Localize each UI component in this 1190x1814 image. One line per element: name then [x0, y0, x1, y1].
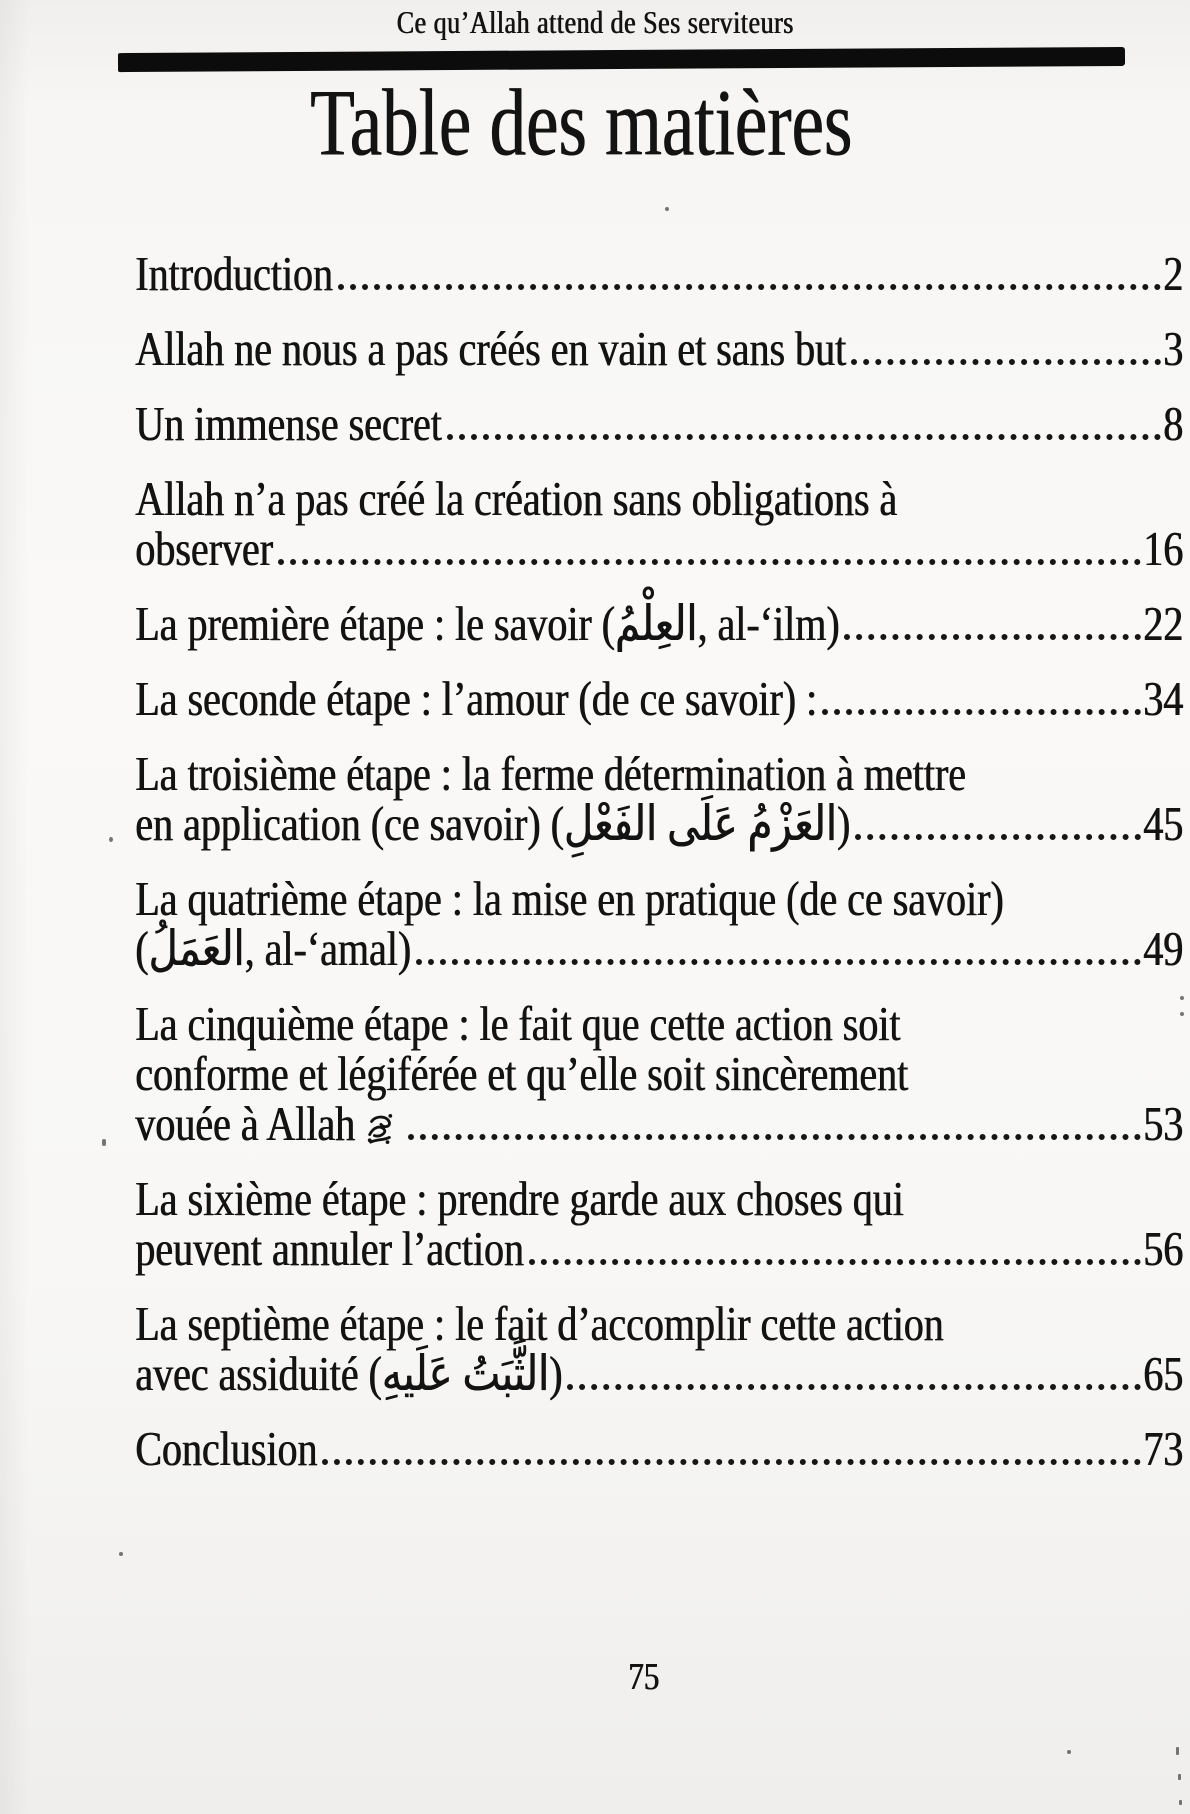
dot-leader [416, 959, 1141, 965]
scan-speck [102, 1139, 106, 1146]
dot-leader [567, 1384, 1141, 1390]
running-header [0, 4, 1190, 42]
toc-entry-text: La septième étape : le fait d’accomplir cette action [135, 1296, 944, 1352]
dot-leader [322, 1459, 1141, 1465]
dot-leader [855, 834, 1141, 840]
dot-leader [338, 284, 1161, 290]
toc-line [135, 396, 1183, 452]
toc-entry [135, 746, 1183, 852]
allah-honorific-icon [365, 1110, 395, 1148]
toc-entry-text: La quatrième étape : la mise en pratique (de ce savoir) [135, 871, 1004, 927]
toc-line [135, 596, 1183, 652]
toc-entry [135, 871, 1183, 977]
dot-leader [447, 434, 1161, 440]
toc-entry [135, 596, 1183, 652]
toc-list [135, 246, 1183, 1502]
dot-leader [529, 1259, 1141, 1265]
toc-page-number: 65 [1143, 1346, 1183, 1402]
toc-page-number: 8 [1163, 396, 1183, 452]
toc-entry [135, 1171, 1183, 1277]
scan-speck [1180, 1012, 1184, 1016]
toc-entry-text: peuvent annuler l’action [135, 1221, 524, 1277]
dot-leader [822, 709, 1141, 715]
toc-entry [135, 396, 1183, 452]
scan-speck [665, 207, 669, 211]
toc-line [135, 246, 1183, 302]
toc-entry-text: (العَمَلُ, al-‘amal) [135, 921, 411, 977]
scan-speck [109, 837, 113, 842]
dot-leader [278, 559, 1141, 565]
toc-entry [135, 246, 1183, 302]
toc-line [135, 321, 1183, 377]
toc-entry [135, 671, 1183, 727]
toc-page-number: 49 [1143, 921, 1183, 977]
toc-entry-text: observer [135, 521, 273, 577]
dot-leader [844, 634, 1141, 640]
toc-page-number: 3 [1163, 321, 1183, 377]
toc-entry-text: Un immense secret [135, 396, 442, 452]
toc-page-number: 2 [1163, 246, 1183, 302]
scan-speck [119, 1552, 123, 1556]
scan-speck [1067, 1750, 1071, 1754]
toc-entry-text: Conclusion [135, 1421, 318, 1477]
toc-entry-text: La seconde étape : l’amour (de ce savoir) : [135, 671, 817, 727]
toc-entry-text: La sixième étape : prendre garde aux choses qui [135, 1171, 904, 1227]
dot-leader [408, 1134, 1141, 1140]
toc-line [135, 796, 1183, 852]
running-header-text: Ce qu’Allah attend de Ses serviteurs [396, 4, 794, 41]
toc-line [135, 471, 1183, 527]
toc-page-number: 45 [1143, 796, 1183, 852]
toc-entry-text: Introduction [135, 246, 333, 302]
toc-line [135, 1421, 1183, 1477]
toc-entry [135, 1421, 1183, 1477]
toc-entry-text: La première étape : le savoir (العِلْمُ, al-‘ilm) [135, 596, 840, 652]
toc-entry [135, 1296, 1183, 1402]
page-title-text: Table des matières [309, 69, 853, 176]
scan-speck [1176, 1747, 1179, 1755]
toc-entry-text: La troisième étape : la ferme détermination à mettre [135, 746, 966, 802]
dot-leader [851, 359, 1161, 365]
toc-entry-text: conforme et légiférée et qu’elle soit sincèrement [135, 1046, 908, 1102]
toc-page-number: 73 [1143, 1421, 1183, 1477]
toc-line [135, 1221, 1183, 1277]
toc-page-number: 56 [1143, 1221, 1183, 1277]
toc-entry-text: en application (ce savoir) (العَزْمُ عَلَى الفَعْلِ) [135, 796, 851, 852]
toc-line [135, 1096, 1183, 1152]
toc-entry [135, 321, 1183, 377]
toc-entry-text: avec assiduité (الثَّبَتُ عَلَيهِ) [135, 1346, 563, 1402]
toc-line [135, 1346, 1183, 1402]
toc-line [135, 521, 1183, 577]
scan-speck [1180, 996, 1184, 1000]
toc-page-number: 53 [1143, 1096, 1183, 1152]
page-title [0, 69, 1176, 176]
scan-speck [1178, 1774, 1181, 1780]
toc-page-number: 34 [1143, 671, 1183, 727]
toc-entry [135, 996, 1183, 1152]
toc-line [135, 671, 1183, 727]
folio-page-number: 75 [628, 1654, 659, 1698]
toc-page-number: 22 [1143, 596, 1183, 652]
toc-entry-text: Allah ne nous a pas créés en vain et sans but [135, 321, 846, 377]
toc-entry-text: Allah n’a pas créé la création sans obligations à [135, 471, 897, 527]
toc-entry [135, 471, 1183, 577]
toc-line [135, 921, 1183, 977]
toc-entry-text: La cinquième étape : le fait que cette action soit [135, 996, 901, 1052]
toc-entry-text: vouée à Allah [135, 1096, 355, 1152]
scan-speck [1179, 1800, 1182, 1805]
toc-page-number: 16 [1143, 521, 1183, 577]
